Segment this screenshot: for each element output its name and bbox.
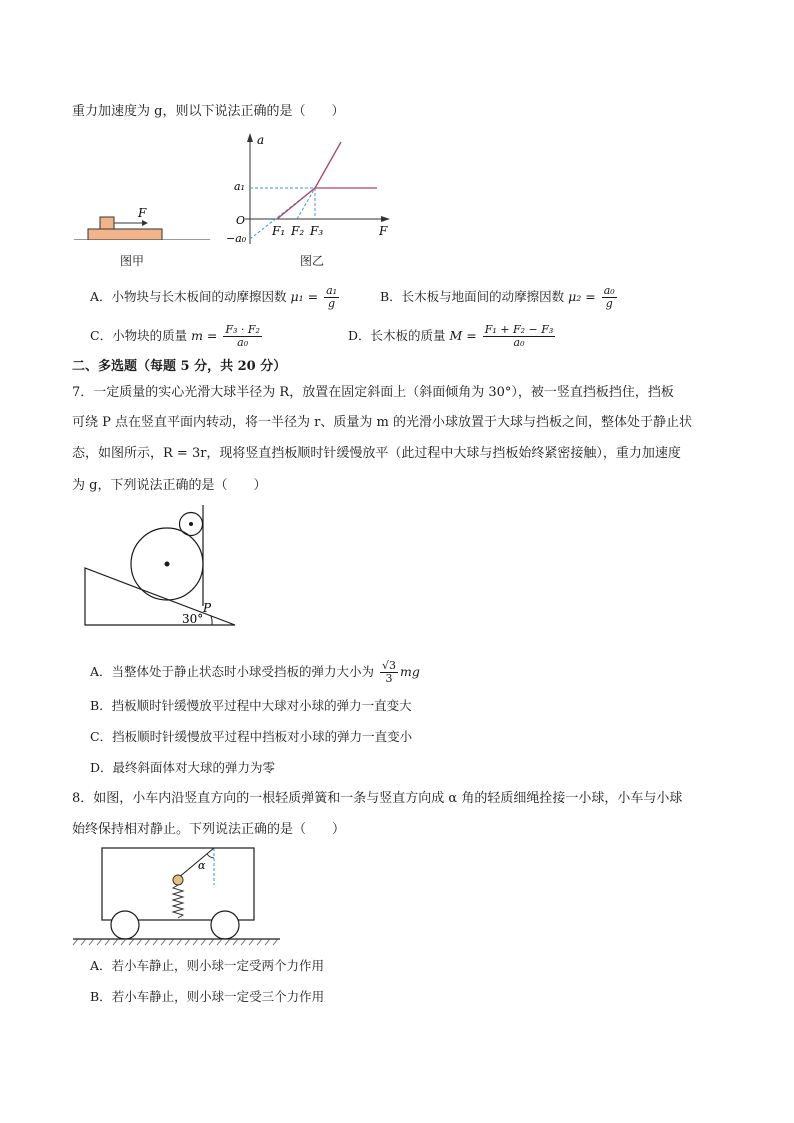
q6-figure-left (70, 200, 215, 240)
q7-option-d[interactable]: D．最终斜面体对大球的弹力为零 (90, 760, 276, 775)
ground-hatching (73, 939, 278, 945)
big-ball-center (165, 562, 170, 567)
force-label: F (138, 206, 147, 220)
pivot-label: P (203, 601, 212, 615)
q7-option-c[interactable]: C．挡板顺时针缓慢放平过程中挡板对小球的弹力一直变小 (90, 729, 413, 744)
curve-segment-2 (315, 142, 341, 188)
q7-line-4: 为 g，下列说法正确的是（ ） (72, 478, 267, 493)
q8-option-a[interactable]: A．若小车静止，则小球一定受两个力作用 (90, 958, 325, 973)
section-title-multi-choice: 二、多选题（每题 5 分，共 20 分） (72, 359, 287, 374)
curve-segment-1 (277, 188, 315, 219)
f2-label: F₂ (291, 224, 305, 238)
f1-label: F₁ (272, 224, 286, 238)
ext-dashed-2 (297, 188, 315, 219)
q6-option-c[interactable]: C．小物块的质量 m = $\frac{\text{F₃ · F₂}}{\text{a₀}}$ (90, 323, 260, 349)
caption-jia: 图甲 (120, 254, 145, 268)
force-arrowhead (142, 220, 148, 226)
incline (85, 568, 235, 625)
long-board (88, 229, 162, 240)
y-axis-label: a (257, 133, 265, 147)
small-block (100, 217, 114, 229)
q7-option-b[interactable]: B．挡板顺时针缓慢放平过程中大球对小球的弹力一直变大 (90, 698, 412, 713)
q8-figure (70, 845, 285, 950)
q8-line-2: 始终保持相对静止。下列说法正确的是（ ） (72, 822, 346, 837)
q6-option-b[interactable]: B．长木板与地面间的动摩擦因数 μ₂ = $\frac{\text{a₀}}{g}$ (380, 284, 615, 310)
caption-yi: 图乙 (300, 254, 325, 268)
f3-label: F₃ (310, 224, 324, 238)
q6-figure-right (225, 128, 395, 253)
q7-line-1: 7．一定质量的实心光滑大球半径为 R，放置在固定斜面上（斜面倾角为 30°），被一竖直挡板挡住，挡板 (72, 385, 674, 400)
origin-label: O (236, 214, 246, 227)
wheel-left (111, 911, 139, 939)
small-ball-center (189, 522, 193, 526)
string (178, 848, 214, 878)
q8-line-1: 8．如图，小车内沿竖直方向的一根轻质弹簧和一条与竖直方向成 α 角的轻质细绳拴接一小球，小车与小球 (72, 791, 683, 806)
q7-figure (80, 505, 245, 630)
x-axis-label: F (379, 224, 388, 238)
q7-line-3: 态，如图所示，R = 3r，现将竖直挡板顺时针缓慢放平（此过程中大球与挡板始终紧密接触），重力加速度 (72, 446, 681, 461)
q7-line-2: 可绕 P 点在竖直平面内转动，将一半径为 r、质量为 m 的光滑小球放置于大球与挡板之间，整体处于静止状 (72, 415, 692, 430)
small-ball (173, 875, 183, 885)
q6-option-a[interactable]: A．小物块与长木板间的动摩擦因数 μ₁ = $\frac{\text{a₁}}{g}$ (90, 284, 338, 310)
angle-label: 30° (182, 612, 204, 626)
x-arrowhead (381, 216, 390, 222)
q8-option-b[interactable]: B．若小车静止，则小球一定受三个力作用 (90, 989, 325, 1004)
alpha-arc (207, 854, 214, 858)
alpha-label: α (198, 859, 206, 872)
q7-option-a[interactable]: A．当整体处于静止状态时小球受挡板的弹力大小为 $\frac{√3}{3}$ mg (90, 659, 420, 685)
q6-stem-end: 重力加速度为 g，则以下说法正确的是（ ） (72, 104, 345, 119)
angle-arc (211, 616, 212, 625)
y-arrowhead (247, 133, 253, 142)
q6-option-d[interactable]: D．长木板的质量 M = $\frac{\text{F₁ + F₂ − F₃}}{\text{a₀}}$ (348, 323, 554, 349)
a1-label: a₁ (234, 180, 245, 193)
neg-a0-label: −a₀ (226, 232, 247, 245)
wheel-right (211, 911, 239, 939)
spring (173, 885, 183, 918)
